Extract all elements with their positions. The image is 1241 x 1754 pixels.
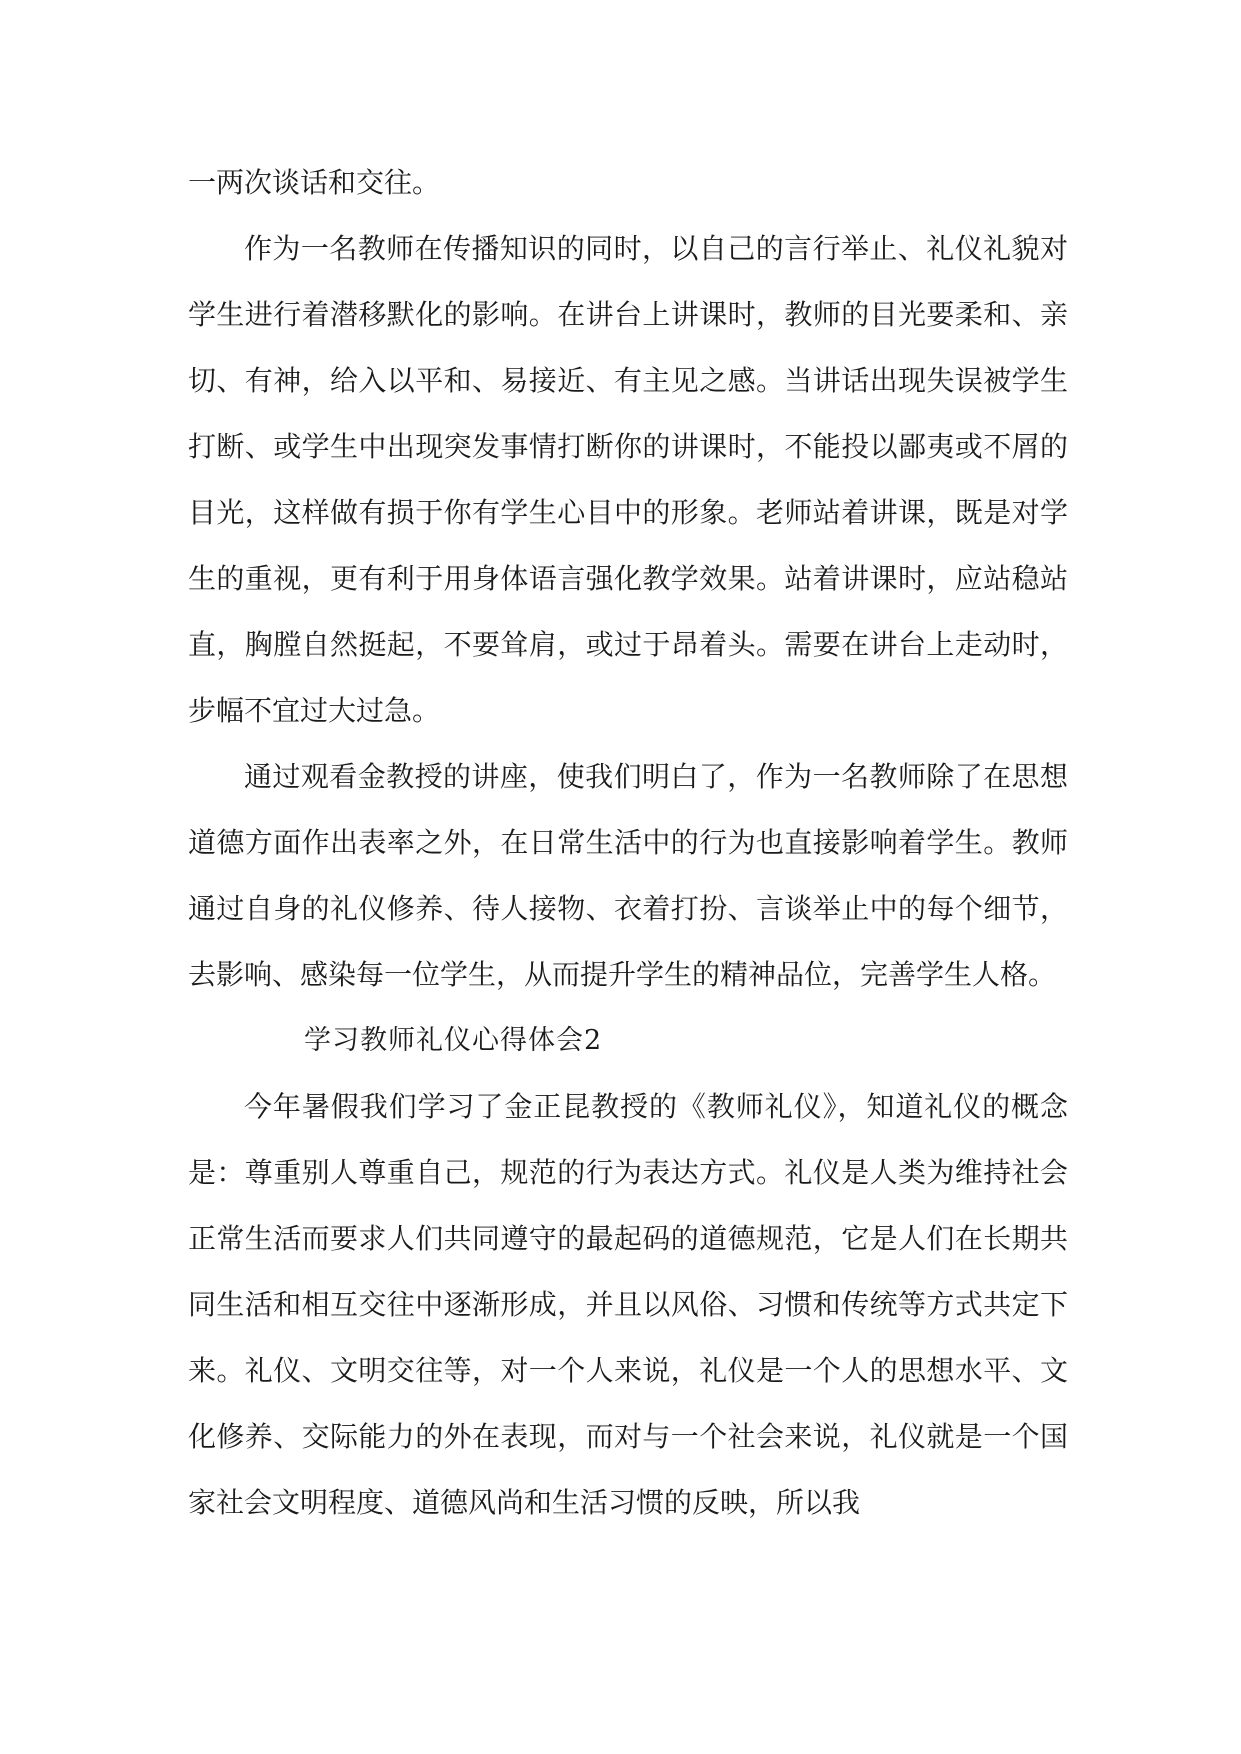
paragraph-etiquette-concept: 今年暑假我们学习了金正昆教授的《教师礼仪》，知道礼仪的概念是：尊重别人尊重自己，规范的行为表达方式。礼仪是人类为维持社会正常生活而要求人们共同遵守的最起码的道德规范，它是人们在长期共同生活和相互交往中逐渐形成，并且以风俗、习惯和传统等方式共定下来。礼仪、文明交往等，对一个人来说，礼仪是一个人的思想水平、文化修养、交际能力的外在表现，而对与一个社会来说，礼仪就是一个国家社会文明程度、道德风尚和生活习惯的反映，所以我 (188, 1090, 1068, 1519)
section-heading: 学习教师礼仪心得体会2 (304, 1025, 603, 1056)
paragraph-continuation: 一两次谈话和交往。 (188, 166, 441, 199)
paragraph-lecture-reflection: 通过观看金教授的讲座，使我们明白了，作为一名教师除了在思想道德方面作出表率之外，在日常生活中的行为也直接影响着学生。教师通过自身的礼仪修养、待人接物、衣着打扮、言谈举止中的每个细节，去影响、感染每一位学生，从而提升学生的精神品位，完善学生人格。 (188, 760, 1068, 991)
document-body (188, 150, 1068, 1536)
paragraph-teacher-demeanor: 作为一名教师在传播知识的同时，以自己的言行举止、礼仪礼貌对学生进行着潜移默化的影响。在讲台上讲课时，教师的目光要柔和、亲切、有神，给入以平和、易接近、有主见之感。当讲话出现失误被学生打断、或学生中出现突发事情打断你的讲课时，不能投以鄙夷或不屑的目光，这样做有损于你有学生心目中的形象。老师站着讲课，既是对学生的重视，更有利于用身体语言强化教学效果。站着讲课时，应站稳站直，胸膛自然挺起，不要耸肩，或过于昂着头。需要在讲台上走动时，步幅不宜过大过急。 (188, 232, 1068, 727)
